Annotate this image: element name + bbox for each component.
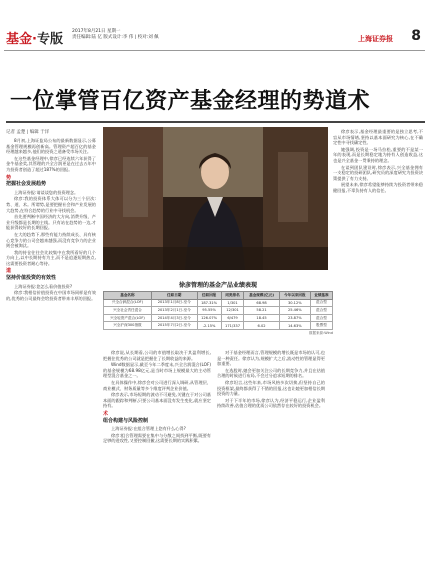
table-header-cell: 同类排名 xyxy=(221,292,244,300)
article-column-1 xyxy=(6,138,96,578)
paragraph: 徐彦表示,基金经理最重要的是独立思考,不盲从市场情绪,坚持以基本面研究为核心,在不确定性中寻找确定性。 xyxy=(333,129,423,146)
subheading: 势 xyxy=(6,174,12,181)
paragraph: 在选股时,她会更加关注公司的长期竞争力,并且在估值合理的时候进行布局,不会过分追求短期的排名。 xyxy=(217,367,325,379)
subheading: 组合构建与风险控制 xyxy=(103,417,149,424)
table-header-cell: 业绩基准 xyxy=(310,292,332,300)
paragraph: 上海证券报:您怎么看价值投资? xyxy=(14,283,73,289)
table-cell: 混合型 xyxy=(310,299,332,307)
table-cell: 2015年7月2日-至今 xyxy=(151,322,197,330)
table-cell: 23.87% xyxy=(279,314,310,322)
paragraph: 徐彦说,从长期看,公司的市值增长取决于其盈利增长,把握住优秀的公司就是把握住了长期收益的来源。 xyxy=(103,350,211,361)
table-cell: 2013年1月8日-至今 xyxy=(151,299,197,307)
byline: 记者 孟楚 | 编辑 于洋 xyxy=(6,130,50,135)
paragraph: 徐彦:我相信价值投资在中国市场同样是有效的,优秀的公司最终会给投资者带来丰厚的回报。 xyxy=(6,290,96,301)
table-cell: 68.98 xyxy=(244,299,279,307)
header-editors: 责任编辑:陆 亿 版式设计:李 伟 | 校对:刘 佩 xyxy=(72,35,159,40)
paragraph: 在大的趋势下,那些有能力持续成长、具有核心竞争力的公司会越来越强,而没有竞争力的企业则会被淘汰。 xyxy=(6,231,96,249)
table-cell: 混合型 xyxy=(310,307,332,315)
paragraph: 上海证券报:在组合管理上您有什么心得? xyxy=(111,426,186,432)
newspaper-name: 上海证券报 xyxy=(358,34,393,43)
paragraph: 徐彦坦言,这些年来,市场风格多次切换,但坚持自己的投资框架,最终都获得了不错的回报,这也让她更加相信长期投资的力量。 xyxy=(217,379,325,397)
header-divider xyxy=(4,50,425,51)
table-cell: 混合型 xyxy=(310,314,332,322)
table-source: 数据来源:Wind xyxy=(309,330,333,335)
table-header-cell: 任职日期 xyxy=(151,292,197,300)
table-cell: 兴全合润混合(LOF) xyxy=(104,299,152,307)
article-column-2 xyxy=(103,350,211,578)
table-cell: 6.02 xyxy=(244,322,279,330)
section-main: 基金 xyxy=(6,32,33,47)
table-row xyxy=(104,307,333,315)
section-title: 基金·专版 xyxy=(6,32,63,47)
table-cell: 12/301 xyxy=(221,307,244,315)
paragraph: 我的持仓往往会比较集中在我所看好的几个方向上,以中长期持有为主,而不是追逐短期热点,这需要投资者耐心等待。 xyxy=(6,249,96,266)
table-cell: 187.31% xyxy=(197,299,221,307)
header-date: 2017年8月21日 星期一 xyxy=(72,29,121,34)
table-cell: 14.63% xyxy=(279,322,310,330)
table-cell: 18.45 xyxy=(244,314,279,322)
table-cell: 6/479 xyxy=(221,314,244,322)
section-sub: 专版 xyxy=(36,32,63,47)
headline-divider xyxy=(6,121,425,123)
table-cell: 58.21 xyxy=(244,307,279,315)
paragraph: 她强调,投资是一场马拉松,重要的不是某一年的表现,而是长期稳定地为持有人创造收益,这也是兴全基金一贯秉持的理念。 xyxy=(333,146,423,163)
table-cell: 25.46% xyxy=(279,307,310,315)
table-header-cell: 今年以来回报 xyxy=(279,292,310,300)
headline: 一位掌管百亿资产基金经理的势道术 xyxy=(10,89,371,114)
paragraph: 展望未来,徐彦希望能够持续为投资者带来稳健回报,不辜负持有人的信任。 xyxy=(333,182,423,193)
paragraph: 徐彦:我的投资体系大体可以分为三个层次:势、道、术。所谓势,是要把握社会和产业发展的大趋势,在符合趋势的行业中寻找机会。 xyxy=(6,196,96,213)
table-row xyxy=(104,322,333,330)
table-header-row xyxy=(104,292,333,300)
header-meta xyxy=(72,29,159,41)
table-cell: 兴全社会责任混合 xyxy=(104,307,152,315)
table-cell: 2013年2月1日-至今 xyxy=(151,307,197,315)
table-title: 徐彦管理的基金产品业绩表现 xyxy=(178,282,257,289)
table-cell: 30.12% xyxy=(279,299,310,307)
table-cell: 兴全沪深300指数 xyxy=(104,322,152,330)
paragraph: 在具体操作中,徐彦会对公司进行深入调研,从管理层、商业模式、财务质量等多个维度评判企业价值。 xyxy=(103,379,211,391)
performance-table xyxy=(103,291,333,330)
subheading: 术 xyxy=(103,410,109,417)
table-row xyxy=(104,314,333,322)
paragraph: 上海证券报:请谈谈您的投资理念。 xyxy=(14,189,79,195)
paragraph: 徐彦:组合管理需要在集中与分散之间找到平衡,既要有足够的进攻性,又要控制回撤,这需要长期的实践积累。 xyxy=(103,432,211,444)
paragraph: 在这些基金经理中,徐彦已经连续六年获得了金牛基金奖,其管理的兴全合润更是在过去五年中为投资者创造了超过187%的回报。 xyxy=(6,155,96,172)
fund-manager-photo xyxy=(103,127,328,270)
table-cell: 兴全轻资产混合(LOF) xyxy=(104,314,152,322)
paragraph: Wind数据显示,截至今年二季度末,兴全合润混合(LOF)的基金规模为68.98亿元,是当时市场上规模最大的主动管理型混合基金之一。 xyxy=(103,362,211,379)
table-cell: 2014年4月3日-至今 xyxy=(151,314,197,322)
paragraph: 8月初,上海证监局公布的最新数据显示,公募基金管理规模再创新高。管理资产超百亿的基金经理越来越多,他们的投资之道备受市场关注。 xyxy=(6,138,96,155)
performance-table-block xyxy=(103,280,333,345)
table-cell: 126.07% xyxy=(197,314,221,322)
paragraph: 对于下半年的市场,徐彦认为,经济平稳运行,企业盈利持续改善,估值合理的优质公司依然存在较好的投资机会。 xyxy=(217,397,325,409)
table-cell: 1/301 xyxy=(221,299,244,307)
subheading: 道 xyxy=(6,268,12,275)
paragraph: 在谈到团队建设时,徐彦表示,兴全基金拥有一支稳定的投研团队,研究员的深度研究为投资决策提供了有力支持。 xyxy=(333,164,423,181)
table-header-cell: 基金规模(亿元) xyxy=(244,292,279,300)
table-cell: -2.15% xyxy=(197,322,221,330)
subheading: 把握社会发展趋势 xyxy=(6,181,47,188)
table-header-cell: 任职回报 xyxy=(197,292,221,300)
table-row xyxy=(104,299,333,307)
subheading: 坚持价值投资的有效性 xyxy=(6,275,57,282)
page-header xyxy=(0,0,429,52)
table-header-cell: 基金名称 xyxy=(104,292,152,300)
paragraph: 徐彦表示,市场短期的波动不可避免,关键在于对公司基本面的跟踪和判断,只要公司基本面没有发生变化,就应坚定持有。 xyxy=(103,392,211,409)
article-column-4 xyxy=(333,129,423,578)
table-cell: 95.55% xyxy=(197,307,221,315)
photo-illustration xyxy=(103,127,328,270)
table-cell: 171/337 xyxy=(221,322,244,330)
article-column-3 xyxy=(217,350,325,578)
page-number: 8 xyxy=(411,28,421,44)
table-cell: 股票型 xyxy=(310,322,332,330)
paragraph: 对于基金经理而言,管理规模的增长既是市场的认可,也是一种责任。徐彦认为,规模扩大之后,流动性的管理显得更加重要。 xyxy=(217,350,325,367)
paragraph: 首先要判断中国经济的大方向,消费升级、产业升级都是长期的主线。只有站在趋势的一边,才能获得较好的长期回报。 xyxy=(6,214,96,231)
